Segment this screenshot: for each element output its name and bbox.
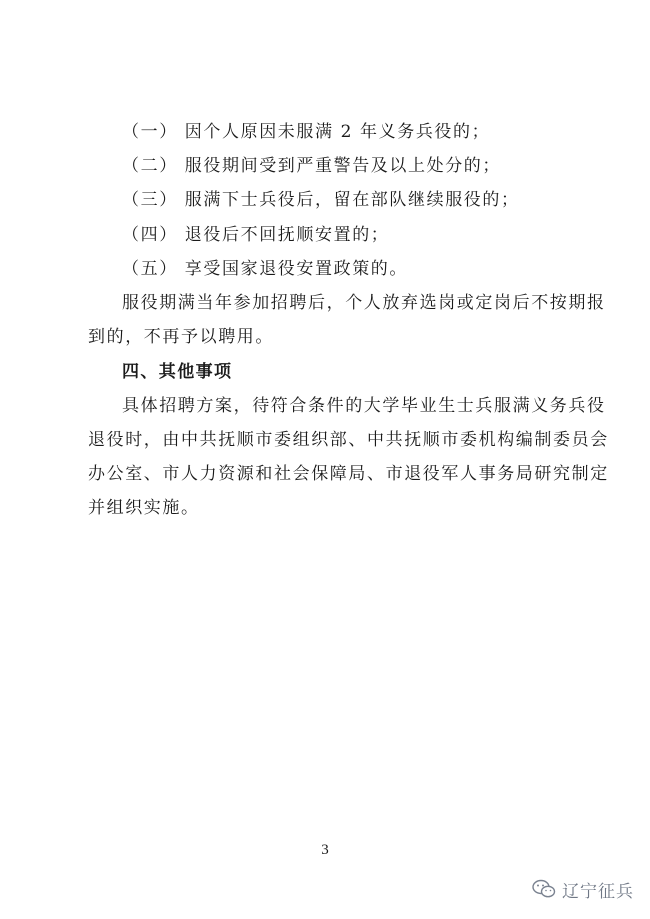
section-heading: 四、其他事项 [122,362,233,382]
list-item-5: （五） 享受国家退役安置政策的。 [122,259,409,279]
paragraph-1-line-2: 到的，不再予以聘用。 [88,327,274,347]
page-number: 3 [321,842,329,858]
paragraph-1-line-1: 服役期满当年参加招聘后，个人放弃选岗或定岗后不按期报 [122,293,606,313]
paragraph-2-line-4: 并组织实施。 [88,498,200,518]
list-item-4: （四） 退役后不回抚顺安置的； [122,225,390,245]
list-item-1: （一） 因个人原因未服满 2 年义务兵役的； [122,122,491,142]
list-item-2: （二） 服役期间受到严重警告及以上处分的； [122,156,502,176]
paragraph-2-line-1: 具体招聘方案，待符合条件的大学毕业生士兵服满义务兵役 [122,396,606,416]
wechat-icon [532,879,556,899]
watermark [532,877,634,901]
watermark-text: 辽宁征兵 [562,881,634,902]
list-item-3: （三） 服满下士兵役后，留在部队继续服役的； [122,190,520,210]
paragraph-2-line-2: 退役时，由中共抚顺市委组织部、中共抚顺市委机构编制委员会 [88,430,609,450]
paragraph-2-line-3: 办公室、市人力资源和社会保障局、市退役军人事务局研究制定 [88,464,609,484]
